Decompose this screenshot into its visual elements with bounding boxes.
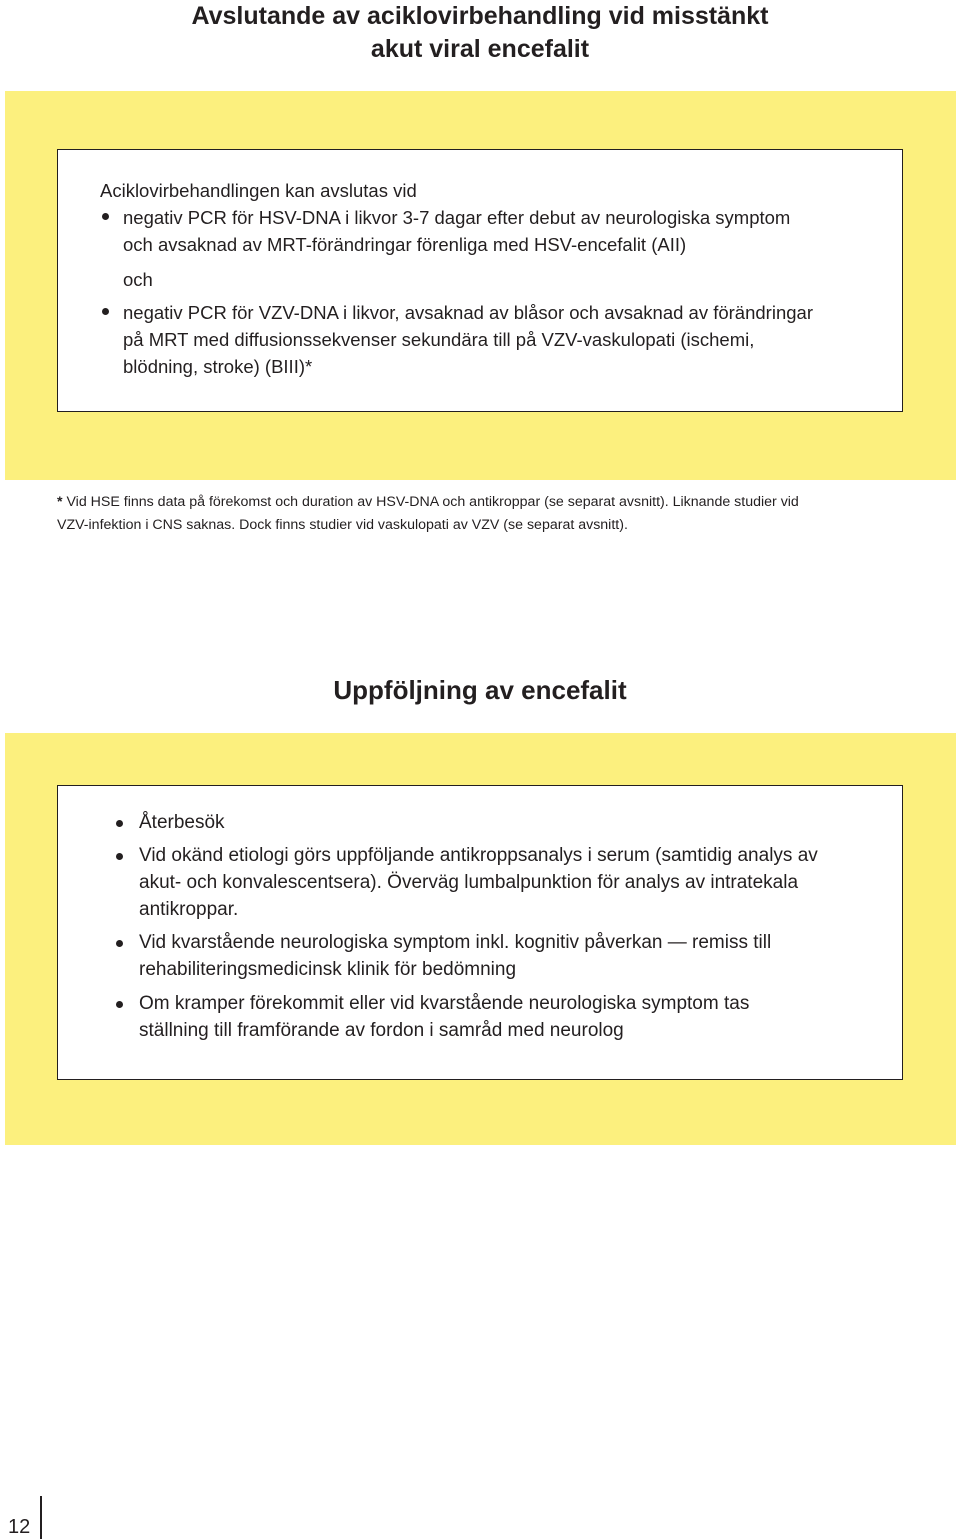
bullet-icon [116, 940, 123, 947]
section1-bullet1-line1: negativ PCR för HSV-DNA i likvor 3-7 dagar efter debut av neurologiska symptom [123, 207, 791, 228]
page-number: 12 [8, 1516, 31, 1538]
section1-bullet2-line3: blödning, stroke) (BIII)* [123, 356, 313, 377]
section1-bullet2-line2: på MRT med diffusionssekvenser sekundära till på VZV-vaskulopati (ischemi, [123, 329, 755, 350]
section1-bullet1-line2: och avsaknad av MRT-förändringar förenliga med HSV-encefalit (AII) [123, 234, 687, 255]
section1-title-line1: Avslutande av aciklovirbehandling vid misstänkt [191, 2, 769, 30]
footnote-line2: VZV-infektion i CNS saknas. Dock finns studier vid vaskulopati av VZV (se separat avsnitt). [57, 517, 628, 533]
section1-title [0, 0, 960, 66]
footnote-marker: * [57, 494, 63, 510]
section2-item4-line2: ställning till framförande av fordon i samråd med neurolog [139, 1020, 624, 1041]
section2-item3-line2: rehabiliteringsmedicinsk klinik för bedömning [139, 959, 517, 980]
section2-item2-line2: akut- och konvalescentsera). Överväg lumbalpunktion för analys av intratekala [139, 872, 799, 893]
bullet-icon [102, 308, 109, 315]
section2-item3-line1: Vid kvarstående neurologiska symptom inkl. kognitiv påverkan — remiss till [139, 932, 772, 953]
section2-item2-line1: Vid okänd etiologi görs uppföljande antikroppsanalys i serum (samtidig analys av [139, 845, 818, 866]
section1-intro: Aciklovirbehandlingen kan avslutas vid [100, 180, 417, 201]
section2-item2-line3: antikroppar. [139, 899, 239, 920]
footnote-line1 [57, 491, 799, 513]
section1-bullet2-line1: negativ PCR för VZV-DNA i likvor, avsaknad av blåsor och avsaknad av förändringar [123, 302, 813, 323]
bullet-icon [116, 853, 123, 860]
bullet-icon [102, 213, 109, 220]
section2-item1: Återbesök [139, 812, 225, 833]
page-number-divider [40, 1496, 42, 1539]
footnote-text-line1: Vid HSE finns data på förekomst och duration av HSV-DNA och antikroppar (se separat avsnitt). Liknande studier vid [62, 494, 799, 510]
bullet-icon [116, 1001, 123, 1008]
section2-item4-line1: Om kramper förekommit eller vid kvarstående neurologiska symptom tas [139, 993, 750, 1014]
section1-title-line2: akut viral encefalit [370, 35, 590, 63]
section1-connector: och [123, 269, 153, 290]
bullet-icon [116, 820, 123, 827]
section2-title: Uppföljning av encefalit [333, 675, 627, 705]
